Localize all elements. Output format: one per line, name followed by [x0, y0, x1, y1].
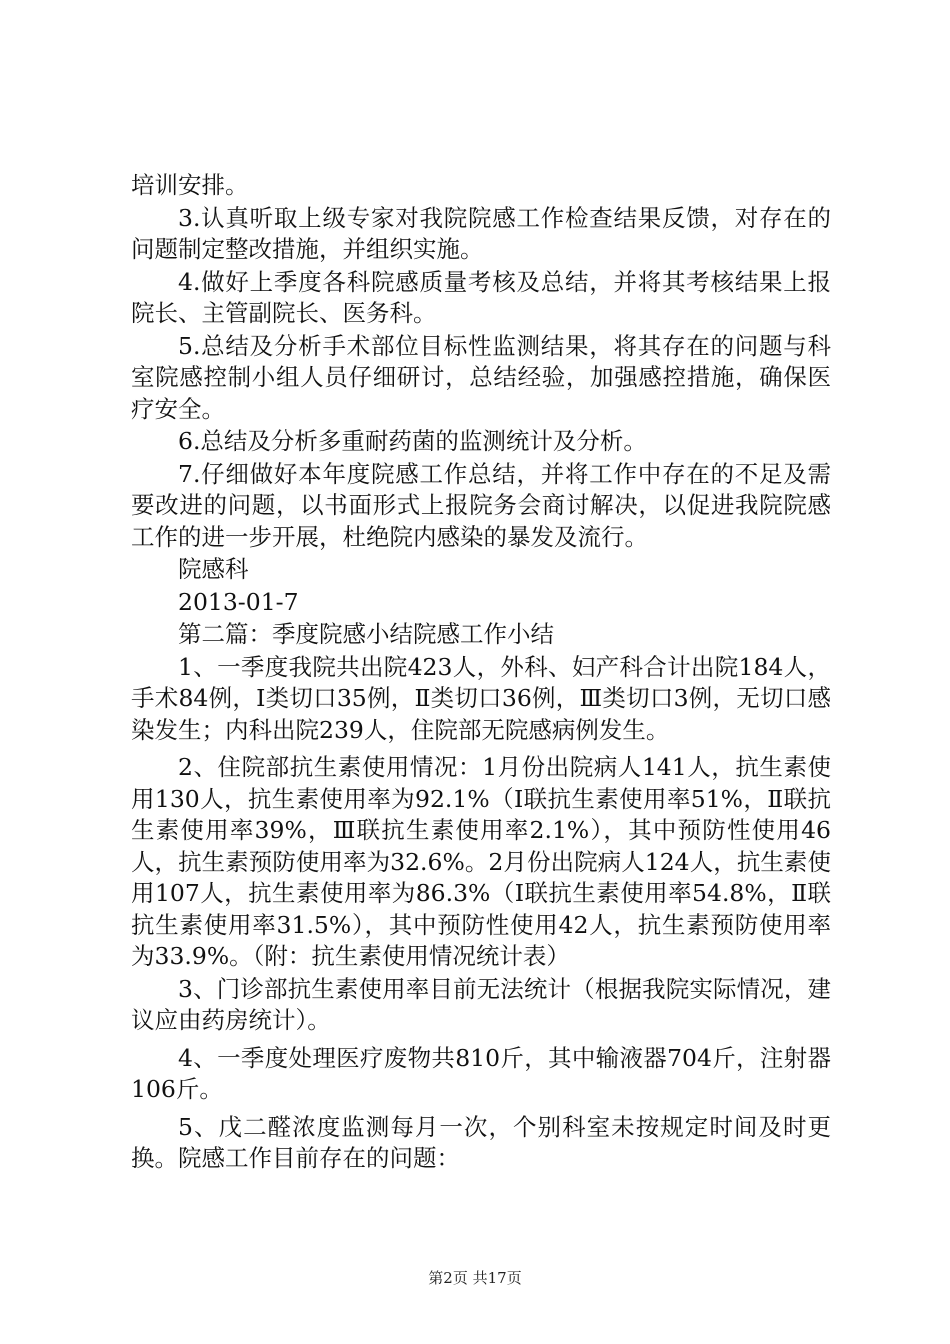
document-body [131, 170, 831, 1175]
paragraph-continuation: 培训安排。 [131, 171, 249, 199]
page-footer: 第2页 共17页 [428, 1269, 522, 1287]
paragraph-item-5: 5.总结及分析手术部位目标性监测结果，将其存在的问题与科室院感控制小组人员仔细研讨，总结经验，加强感控措施，确保医疗安全。 [131, 331, 831, 423]
paragraph-item-7: 7.仔细做好本年度院感工作总结，并将工作中存在的不足及需要改进的问题，以书面形式上报院务会商讨解决，以促进我院院感工作的进一步开展，杜绝院内感染的暴发及流行。 [131, 459, 831, 551]
summary-item-4: 4、一季度处理医疗废物共810斤，其中输液器704斤，注射器106斤。 [131, 1043, 831, 1103]
section-heading: 第二篇：季度院感小结院感工作小结 [178, 620, 554, 648]
summary-item-1: 1、一季度我院共出院423人，外科、妇产科合计出院184人，手术84例，Ⅰ类切口35例，Ⅱ类切口36例，Ⅲ类切口3例，无切口感染发生；内科出院239人，住院部无院感病例发生。 [131, 652, 831, 744]
signature-department: 院感科 [178, 555, 249, 583]
summary-item-3: 3、门诊部抗生素使用率目前无法统计（根据我院实际情况，建议应由药房统计）。 [131, 974, 831, 1034]
paragraph-item-4: 4.做好上季度各科院感质量考核及总结，并将其考核结果上报院长、主管副院长、医务科。 [131, 267, 831, 327]
paragraph-item-6: 6.总结及分析多重耐药菌的监测统计及分析。 [178, 427, 647, 455]
paragraph-item-3: 3.认真听取上级专家对我院院感工作检查结果反馈，对存在的问题制定整改措施，并组织实施。 [131, 203, 831, 263]
summary-item-2: 2、住院部抗生素使用情况：1月份出院病人141人，抗生素使用130人，抗生素使用率为92.1%（Ⅰ联抗生素使用率51%，Ⅱ联抗生素使用率39%，Ⅲ联抗生素使用率2.1%），其中预防性使用46人，抗生素预防使用率为32.6%。2月份出院病人124人，抗生素使用107人，抗生素使用率为86.3%（Ⅰ联抗生素使用率54.8%，Ⅱ联抗生素使用率31.5%），其中预防性使用42人，抗生素预防使用率为33.9%。（附：抗生素使用情况统计表） [131, 753, 831, 970]
summary-item-5: 5、戊二醛浓度监测每月一次，个别科室未按规定时间及时更换。院感工作目前存在的问题： [131, 1112, 831, 1172]
signature-date: 2013-01-7 [178, 587, 299, 616]
